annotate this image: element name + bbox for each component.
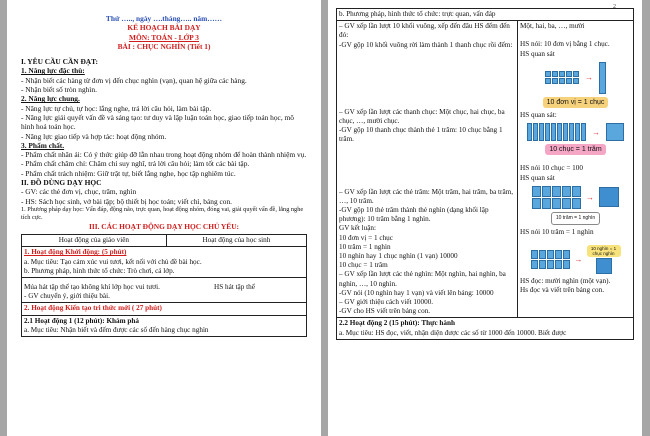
pill-hundreds-label: 10 trăm = 1 nghìn — [551, 212, 600, 225]
table-header-teacher: Hoạt động của giáo viên — [22, 235, 167, 247]
hs-watch-3: HS quan sát — [520, 173, 555, 182]
gv-line: -GV nói (10 nghìn hay 1 vạn) và viết lên bảng: 10000 — [339, 288, 494, 297]
hs-say-100: HS nói 10 chục = 100 — [520, 164, 583, 173]
section-1-2-line: - Năng lực giao tiếp và hợp tác: hoạt động nhóm. — [21, 131, 167, 141]
subject-line: MÔN: TOÁN - LỚP 3 — [129, 32, 199, 42]
units-to-ten-illustration — [520, 62, 631, 94]
section-1-1-heading: 1. Năng lực đặc thù: — [21, 66, 85, 76]
section-1-3-heading: 3. Phẩm chất. — [21, 140, 65, 150]
arrow-right-icon: → — [574, 255, 583, 265]
lesson-title: BÀI : CHỤC NGHÌN (Tiết 1) — [117, 41, 211, 51]
activity-1-gv: Múa hát tập thể tạo không khí lớp học vui tươi. — [24, 283, 160, 292]
section-1-2-line: - Năng lực tự chủ, tự học: lắng nghe, trả lời câu hỏi, làm bài tập. — [21, 103, 212, 113]
pill-thousands-label: 10 nghìn = 1 chục nghìn — [587, 245, 621, 257]
activity-1-line: a. Mục tiêu: Tạo cảm xúc vui tươi, kết nối với chủ đề bài học. — [24, 257, 202, 266]
section-1-2-line: - Năng lực giải quyết vấn đề và sáng tạo: tư duy và lập luận toán học, giao tiếp toán học, mô hình hoá toán học. — [21, 112, 294, 132]
activity-2-2-line: a. Mục tiêu: HS đọc, viết, nhận diện được các số từ 1000 đến 10000. Biết được — [339, 328, 567, 337]
pill-tens — [520, 144, 631, 155]
student-column — [518, 21, 634, 318]
gv-line: – GV xếp lần lượt các thẻ nghìn: Một nghìn, hai nghìn, ba nghìn, …, 10 nghìn. — [339, 270, 506, 288]
gv-line: -GV gộp 10 thẻ trăm thành thẻ nghìn (dạng khối lập phương): 10 trăm bằng 1 nghìn. — [339, 206, 489, 224]
arrow-right-icon: → — [592, 127, 600, 137]
pill-hundreds — [520, 212, 631, 225]
section-1-1-line: - Nhận biết các hàng từ đơn vị đến chục nghìn (vạn), quan hệ giữa các hàng. — [21, 75, 247, 85]
hs-read: HS đọc: mười nghìn (một vạn). — [520, 277, 611, 286]
activity-2-block — [22, 303, 307, 315]
section-1-1-line: - Nhận biết số tròn nghìn. — [21, 85, 97, 95]
page-number: 2 — [613, 4, 616, 10]
gv-line: – GV xếp lần lượt các thanh chục: Một chục, hai chục, ba chục, …, mười chục. — [339, 107, 505, 126]
gv-line: 10 chục = 1 trăm — [339, 261, 388, 270]
gv-line: -GV gộp 10 khối vuông rời làm thành 1 thanh chục rồi đếm: — [339, 40, 513, 49]
activity-2-1-block — [22, 315, 307, 336]
activity-1-block — [22, 247, 307, 278]
hs-write: Hs đọc và viết trên bảng con. — [520, 286, 605, 295]
activity-2-2-block — [337, 318, 634, 339]
gv-line: 10 đơn vị = 1 chục — [339, 233, 393, 242]
hs-say-10: HS nói: 10 đơn vị bằng 1 chục. — [520, 40, 610, 49]
activity-1-hs: HS hát tập thể — [214, 283, 255, 292]
section-2-method-note: 1. Phương pháp dạy học: Vấn đáp, động não, trực quan, hoạt động nhóm, đóng vai, giải quyết vấn đề, lắng nghe tích cực. — [21, 205, 304, 221]
section-1-3-line: - Phẩm chất nhân ái: Có ý thức giúp đỡ lẫn nhau trong hoạt động nhóm để hoàn thành nhiệm vụ. — [21, 150, 307, 160]
gv-line: -GV cho HS viết trên bảng con. — [339, 307, 431, 316]
plan-title: KẾ HOẠCH BÀI DẠY — [127, 23, 201, 33]
arrow-right-icon: → — [586, 192, 594, 202]
thousands-to-ten-thousand-illustration — [520, 245, 631, 274]
date-line: Thứ ….., ngày ….tháng….. năm…… — [105, 14, 223, 23]
gv-line: 10 trăm = 1 nghìn — [339, 242, 391, 251]
teacher-column — [337, 21, 518, 318]
activity-2-title: 2. Hoạt động Kiến tạo tri thức mới ( 27 phút) — [24, 304, 162, 313]
hs-say-1000: HS nói 10 trăm = 1 nghìn — [520, 228, 594, 237]
section-2-heading: II. ĐỒ DÙNG DẠY HỌC — [21, 178, 102, 188]
activity-2-1-line: a. Mục tiêu: Nhận biết và đếm được các số đến hàng chục nghìn — [24, 325, 209, 334]
activity-1-gv2: - GV chuyển ý, giới thiệu bài. — [24, 292, 110, 301]
activity-1-title: 1. Hoạt động Khởi động: (5 phút) — [24, 248, 127, 257]
activity-1-content — [22, 278, 307, 303]
hs-watch: HS quan sát — [520, 49, 555, 58]
arrow-right-icon: → — [585, 73, 593, 83]
section-1-3-line: - Phẩm chất trách nhiệm: Giữ trật tự, biết lắng nghe, học tập nghiêm túc. — [21, 168, 236, 178]
document-page-1 — [7, 0, 321, 436]
pill-tens-label: 10 chục = 1 trăm — [545, 144, 605, 155]
gv-line: 10 nghìn hay 1 chục nghìn (1 vạn) 10000 — [339, 252, 458, 261]
section-1-2-heading: 2. Năng lực chung. — [21, 94, 80, 104]
gv-line: GV kết luận: — [339, 224, 376, 233]
section-3-heading: III. CÁC HOẠT ĐỘNG DẠY HỌC CHỦ YẾU: — [88, 221, 239, 231]
gv-line: -GV gộp 10 thanh chục thành thẻ 1 trăm: 10 chục bằng 1 trăm. — [339, 126, 503, 144]
hs-count: Một, hai, ba, …, mười — [520, 22, 585, 31]
activity-table-continued — [336, 8, 634, 340]
activity-2-1-title: 2.1 Hoạt động 1 (12 phút): Khám phá — [24, 316, 140, 325]
hundreds-to-thousand-illustration — [520, 186, 631, 209]
activity-1-line: b. Phương pháp, hình thức tổ chức: Trò chơi, cá lớp. — [24, 266, 175, 275]
gv-line: – GV xếp lần lượt các thẻ trăm: Một trăm, hai trăm, ba trăm, …, 10 trăm. — [339, 187, 514, 205]
gv-line: – GV xếp lần lượt 10 khối vuông, xếp đến đâu HS đếm đến đó: — [339, 22, 510, 40]
section-2-line: - GV: các thẻ đơn vị, chục, trăm, nghìn — [21, 187, 137, 197]
gv-line: – GV giới thiệu cách viết 10000. — [339, 298, 434, 307]
section-1-heading: I. YÊU CẦU CẦN ĐẠT: — [21, 57, 98, 67]
activity-2-2-title: 2.2 Hoạt động 2 (15 phút): Thực hành — [339, 319, 456, 328]
method-row: b. Phương pháp, hình thức tổ chức: trực quan, vấn đáp — [337, 9, 634, 21]
table-header-student: Hoạt động của học sinh — [166, 235, 306, 247]
tens-to-hundred-illustration — [520, 123, 631, 141]
pill-units — [520, 97, 631, 108]
section-2-line: - HS: Sách học sinh, vở bài tập; bộ thiết bị học toán; viết chì, bảng con. — [21, 196, 233, 206]
activity-table — [21, 234, 307, 337]
hs-watch-2: HS quan sát: — [520, 111, 557, 120]
document-page-2 — [328, 0, 642, 436]
section-1-3-line: - Phẩm chất chăm chỉ: Chăm chỉ suy nghĩ, trả lời câu hỏi; làm tốt các bài tập. — [21, 159, 250, 169]
pill-units-label: 10 đơn vị = 1 chục — [543, 97, 609, 108]
